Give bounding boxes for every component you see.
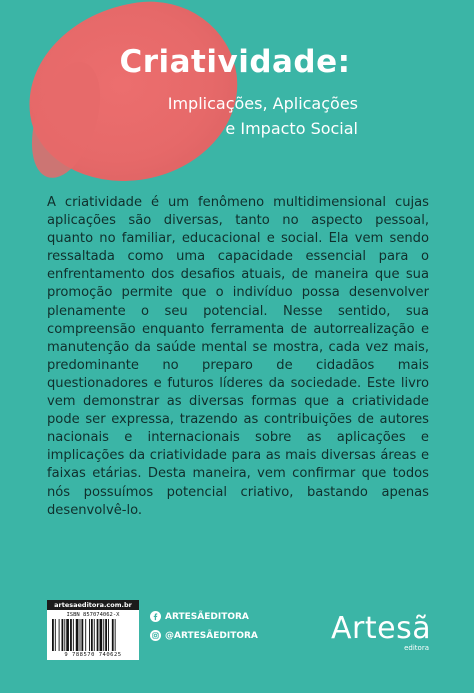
facebook-icon <box>150 611 161 622</box>
isbn-label: ISBN 857074062-X <box>66 612 120 618</box>
barcode-bar <box>105 619 107 651</box>
publisher-website: artesaeditora.com.br <box>47 600 139 610</box>
barcode-bar <box>66 619 69 651</box>
barcode-bar <box>55 619 56 651</box>
instagram-handle: @ARTESÃEDITORA <box>165 630 258 641</box>
barcode-bar <box>108 619 109 651</box>
facebook-link[interactable] <box>150 611 249 622</box>
instagram-icon <box>150 630 161 641</box>
book-title: Criatividade: <box>119 44 351 80</box>
barcode-bar <box>97 619 99 651</box>
barcode-icon <box>51 619 135 651</box>
book-subtitle <box>108 91 358 141</box>
subtitle-line-1: Implicações, Aplicações <box>167 94 358 113</box>
barcode-bar <box>85 619 86 651</box>
barcode-digits: 9 788570 740625 <box>64 652 122 658</box>
publisher-subtitle: editora <box>404 644 429 652</box>
facebook-handle: ARTESÃEDITORA <box>165 611 249 622</box>
barcode-bar <box>80 619 81 651</box>
barcode-bar <box>94 619 95 651</box>
barcode-block <box>47 600 139 660</box>
barcode-bar <box>76 619 79 651</box>
publisher-name: Artesã <box>331 611 432 646</box>
synopsis-text: A criatividade é um fenômeno multidimensional cujas aplicações são diversas, tanto no aspecto pessoal, quanto no familiar, educacional e social. Ela vem sendo ressaltada como uma capacidade essencial para o enfrentamento dos desafios atuais, de maneira que sua promoção permite que o indivíduo possa desenvolver plenamente o seu potencial. Nesse sentido, sua compreensão enquanto ferramenta de autorrealização e manutenção da saúde mental se mostra, cada vez mais, predominante no preparo de cidadãos mais questionadores e futuros líderes da sociedade. Este livro vem demonstrar as diversas formas que a criatividade pode ser expressa, trazendo as contribuições de autores nacionais e internacionais sobre as aplicações e implicações da criatividade para as mais diversas áreas e faixas etárias. Desta maneira, vem confirmar que todos nós possuímos potencial criativo, bastando apenas desenvolvê-lo. <box>47 195 429 518</box>
barcode-bar <box>103 619 104 651</box>
barcode-bar <box>64 619 65 651</box>
barcode-bar <box>89 619 90 651</box>
publisher-logo <box>331 612 431 656</box>
barcode-bar <box>70 619 72 651</box>
barcode-bar <box>115 619 116 651</box>
barcode-bar <box>73 619 74 651</box>
barcode-bar <box>52 619 54 651</box>
barcode-bar <box>112 619 114 651</box>
instagram-link[interactable] <box>150 630 258 641</box>
barcode-bar <box>91 619 93 651</box>
barcode-bar <box>81 619 83 651</box>
barcode-bar <box>59 619 60 651</box>
barcode-bar <box>62 619 64 651</box>
barcode-bar <box>100 619 103 651</box>
subtitle-line-2: e Impacto Social <box>225 119 358 138</box>
